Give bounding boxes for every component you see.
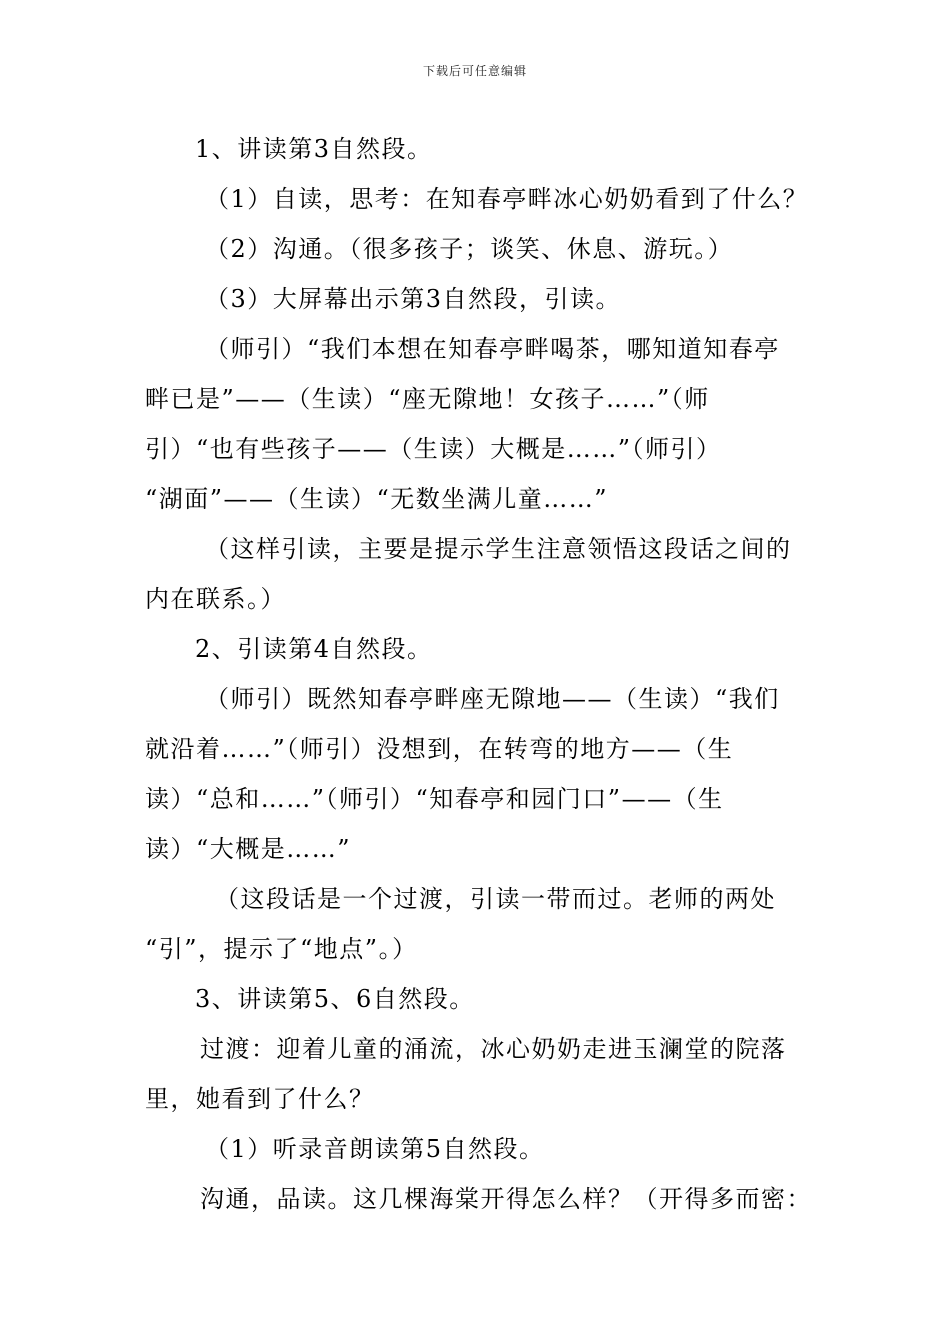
text-line: 2、引读第4自然段。 (195, 635, 433, 663)
text-line: （1）听录音朗读第5自然段。 (205, 1135, 545, 1163)
text-line: 读）“总和……”（师引）“知春亭和园门口”——（生 (145, 785, 724, 813)
page-header: 下载后可任意编辑 (422, 64, 527, 78)
text-line: 内在联系。） (145, 585, 286, 613)
text-line: “引”，提示了“地点”。） (145, 935, 418, 963)
text-line: 就沿着……”（师引）没想到，在转弯的地方——（生 (145, 735, 734, 763)
text-line: （1）自读，思考：在知春亭畔冰心奶奶看到了什么？ (205, 185, 809, 213)
text-line: （师引）既然知春亭畔座无隙地——（生读）“我们 (205, 685, 780, 713)
text-line: “湖面”——（生读）“无数坐满儿童……” (145, 485, 609, 513)
text-line: （师引）“我们本想在知春亭畔喝茶，哪知道知春亭 (205, 335, 780, 363)
text-line: 读）“大概是……” (145, 835, 352, 863)
text-line: （2）沟通。（很多孩子；谈笑、休息、游玩。） (205, 235, 734, 263)
text-line: （这样引读，主要是提示学生注意领悟这段话之间的 (205, 535, 792, 563)
text-line: 过渡：迎着儿童的涌流，冰心奶奶走进玉澜堂的院落 (200, 1035, 787, 1063)
text-line: （3）大屏幕出示第3自然段，引读。 (205, 285, 622, 313)
text-line: 引）“也有些孩子——（生读）大概是……”（师引） (145, 435, 722, 463)
text-line: 3、讲读第5、6自然段。 (195, 985, 475, 1013)
text-line: 畔已是”——（生读）“座无隙地！女孩子……”（师 (145, 385, 710, 413)
text-line: 1、讲读第3自然段。 (195, 135, 433, 163)
text-line: 里，她看到了什么？ (145, 1085, 375, 1113)
text-line: （这段话是一个过渡，引读一带而过。老师的两处 (215, 885, 776, 913)
text-line: 沟通，品读。这几棵海棠开得怎么样？（开得多而密： (200, 1185, 812, 1213)
